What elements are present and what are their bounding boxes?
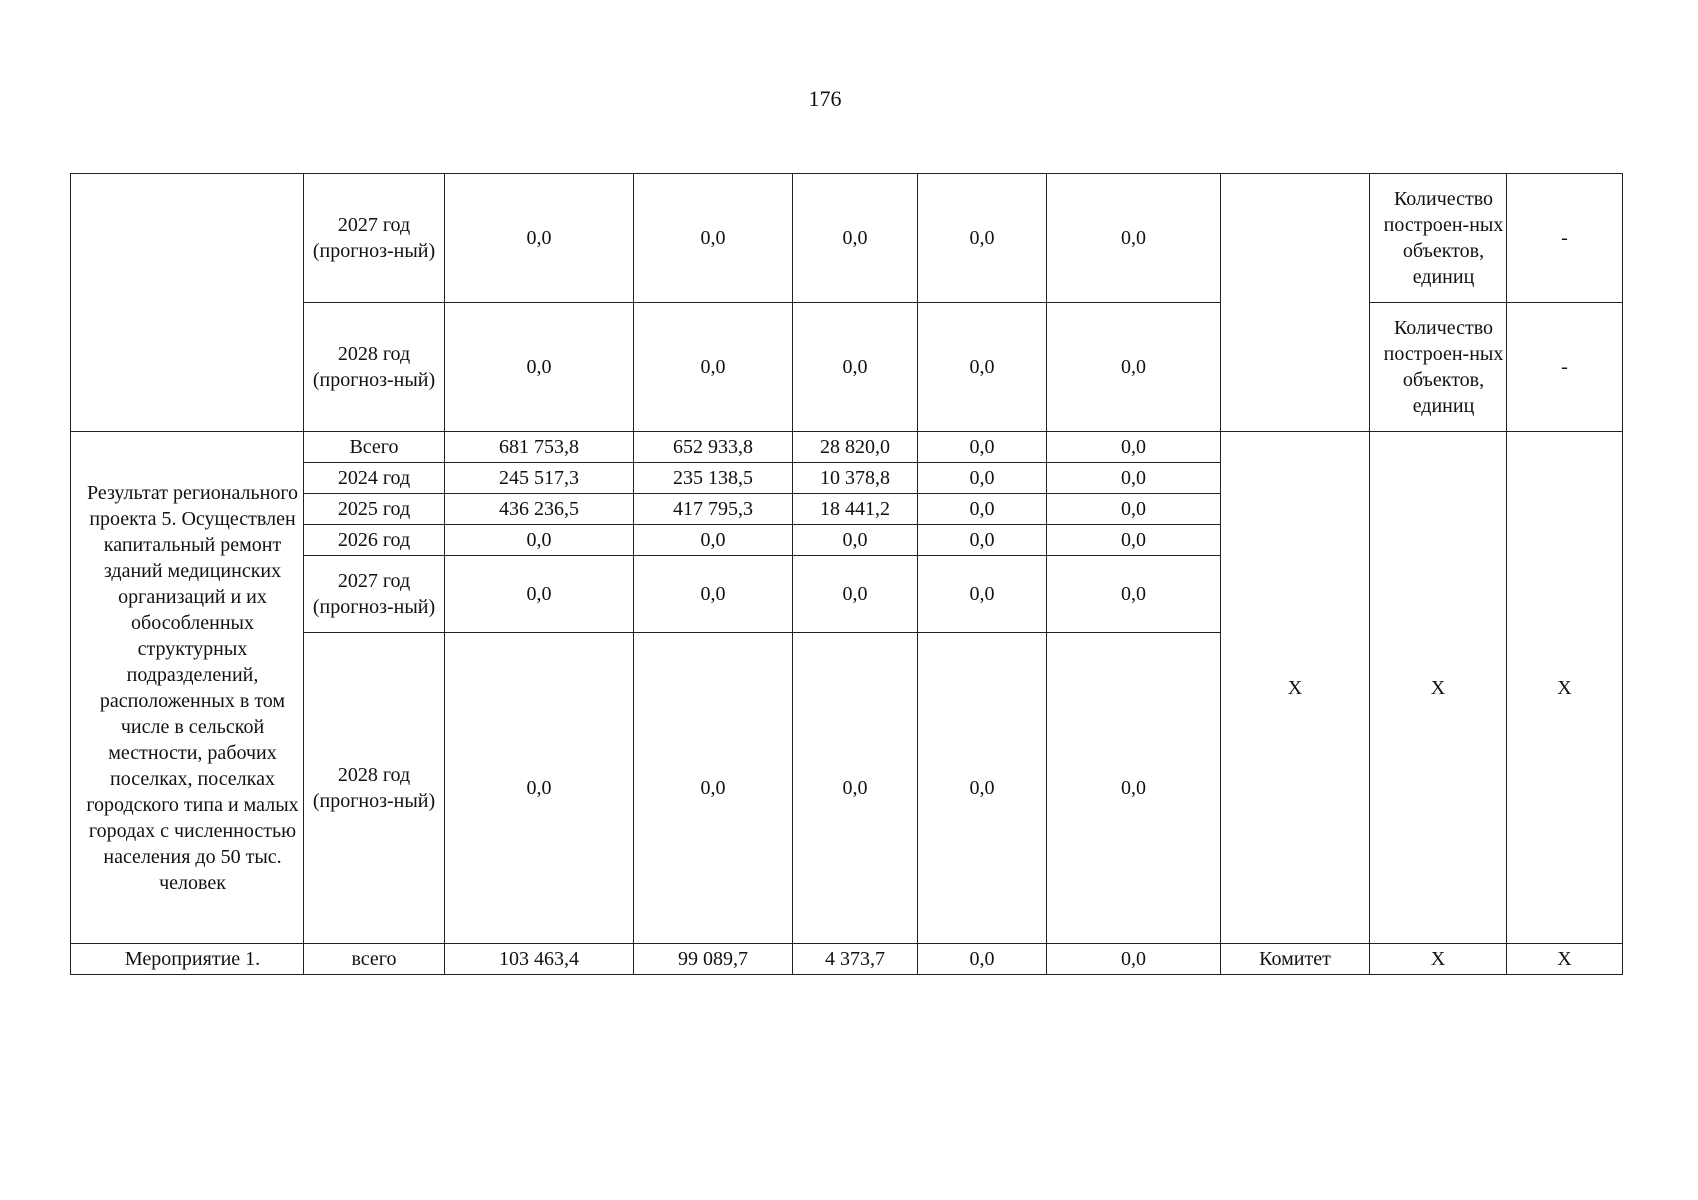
value-cell: 0,0 — [918, 944, 1047, 975]
value-cell: 0,0 — [445, 303, 634, 432]
value-cell: 652 933,8 — [634, 432, 793, 463]
value-cell: 245 517,3 — [445, 463, 634, 494]
indicator-value-cell: X — [1507, 944, 1623, 975]
indicator-cell: X — [1370, 432, 1507, 944]
value-cell: 0,0 — [445, 633, 634, 944]
period-cell: Всего — [304, 432, 445, 463]
value-cell: 0,0 — [918, 432, 1047, 463]
value-cell: 436 236,5 — [445, 494, 634, 525]
value-cell: 0,0 — [1047, 463, 1221, 494]
value-cell: 0,0 — [918, 556, 1047, 633]
value-cell: 0,0 — [1047, 303, 1221, 432]
value-cell: 0,0 — [634, 633, 793, 944]
value-cell: 99 089,7 — [634, 944, 793, 975]
value-cell: 0,0 — [1047, 556, 1221, 633]
value-cell: 0,0 — [793, 633, 918, 944]
empty-title-cell — [71, 174, 304, 432]
period-cell: 2027 год (прогноз-ный) — [304, 174, 445, 303]
value-cell: 0,0 — [634, 303, 793, 432]
value-cell: 0,0 — [1047, 494, 1221, 525]
value-cell: 0,0 — [1047, 174, 1221, 303]
executor-cell: X — [1221, 432, 1370, 944]
table-row — [71, 174, 1623, 303]
value-cell: 0,0 — [918, 494, 1047, 525]
measure-title-cell: Мероприятие 1. — [71, 944, 304, 975]
period-cell: 2028 год (прогноз-ный) — [304, 303, 445, 432]
value-cell: 0,0 — [1047, 944, 1221, 975]
value-cell: 0,0 — [445, 174, 634, 303]
period-cell: 2024 год — [304, 463, 445, 494]
value-cell: 0,0 — [634, 174, 793, 303]
value-cell: 0,0 — [793, 556, 918, 633]
value-cell: 0,0 — [445, 525, 634, 556]
value-cell: 0,0 — [793, 174, 918, 303]
budget-table — [70, 173, 1623, 975]
value-cell: 0,0 — [918, 463, 1047, 494]
table-row — [71, 944, 1623, 975]
period-cell: 2026 год — [304, 525, 445, 556]
value-cell: 681 753,8 — [445, 432, 634, 463]
value-cell: 0,0 — [918, 525, 1047, 556]
period-cell: всего — [304, 944, 445, 975]
result-title-cell: Результат регионального проекта 5. Осуществлен капитальный ремонт зданий медицинских организаций и их обособленных структурных подразделений, расположенных в том числе в сельской местности, рабочих поселках, поселках городского типа и малых городах с численностью населения до 50 тыс. человек — [71, 432, 304, 944]
table-row — [71, 432, 1623, 463]
value-cell: 417 795,3 — [634, 494, 793, 525]
value-cell: 10 378,8 — [793, 463, 918, 494]
value-cell: 0,0 — [1047, 432, 1221, 463]
value-cell: 28 820,0 — [793, 432, 918, 463]
value-cell: 0,0 — [634, 525, 793, 556]
value-cell: 235 138,5 — [634, 463, 793, 494]
indicator-cell: Количество построен-ных объектов, единиц — [1370, 303, 1507, 432]
value-cell: 0,0 — [918, 174, 1047, 303]
value-cell: 0,0 — [793, 303, 918, 432]
period-cell: 2025 год — [304, 494, 445, 525]
empty-executor-cell — [1221, 174, 1370, 432]
table-row — [71, 303, 1623, 432]
value-cell: 0,0 — [1047, 525, 1221, 556]
indicator-value-cell: - — [1507, 174, 1623, 303]
value-cell: 0,0 — [1047, 633, 1221, 944]
indicator-value-cell: X — [1507, 432, 1623, 944]
value-cell: 0,0 — [445, 556, 634, 633]
period-cell: 2028 год (прогноз-ный) — [304, 633, 445, 944]
value-cell: 0,0 — [918, 633, 1047, 944]
page-number: 176 — [808, 86, 842, 111]
period-cell: 2027 год (прогноз-ный) — [304, 556, 445, 633]
value-cell: 0,0 — [793, 525, 918, 556]
value-cell: 103 463,4 — [445, 944, 634, 975]
executor-cell: Комитет — [1221, 944, 1370, 975]
indicator-cell: Количество построен-ных объектов, единиц — [1370, 174, 1507, 303]
indicator-value-cell: - — [1507, 303, 1623, 432]
value-cell: 4 373,7 — [793, 944, 918, 975]
value-cell: 18 441,2 — [793, 494, 918, 525]
value-cell: 0,0 — [918, 303, 1047, 432]
value-cell: 0,0 — [634, 556, 793, 633]
indicator-cell: X — [1370, 944, 1507, 975]
